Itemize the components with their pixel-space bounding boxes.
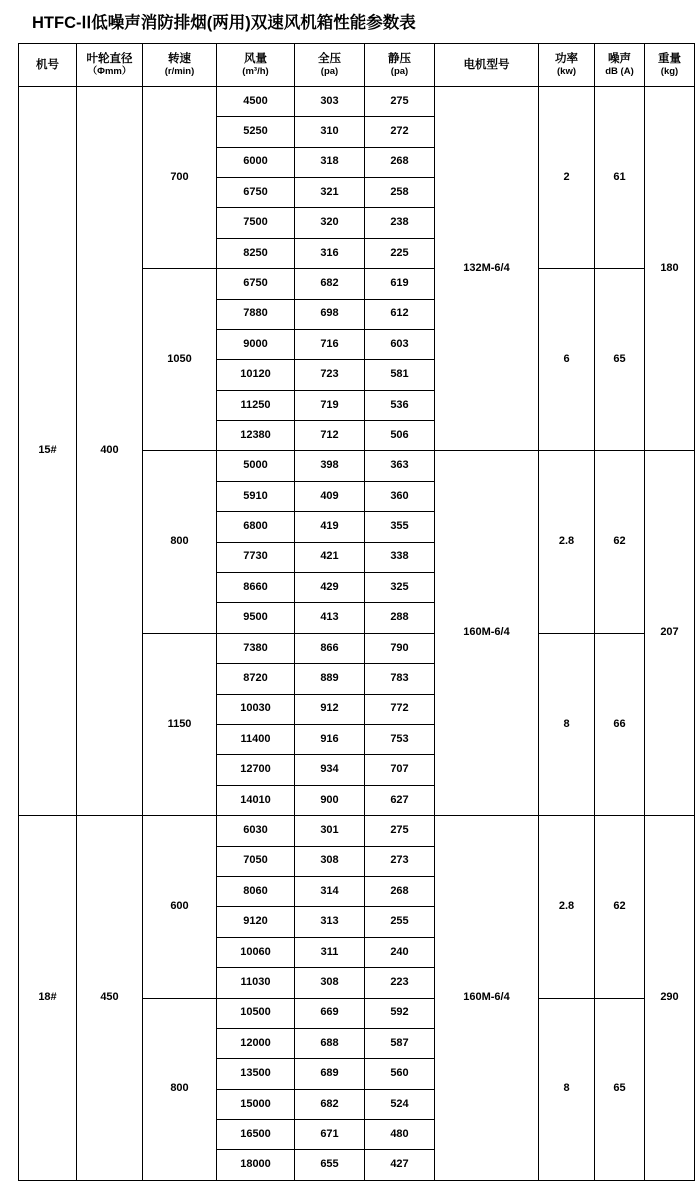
- column-header-weight-main: 重量: [658, 52, 681, 65]
- cell-total-pressure: 419: [295, 512, 365, 542]
- cell-airflow: 12380: [217, 421, 295, 451]
- cell-static-pressure: 238: [365, 208, 435, 238]
- cell-total-pressure: 303: [295, 86, 365, 116]
- cell-airflow: 12000: [217, 1028, 295, 1058]
- column-header-airflow: [217, 43, 295, 86]
- column-header-airflow-sub: (m³/h): [242, 66, 269, 78]
- cell-static-pressure: 288: [365, 603, 435, 633]
- cell-static-pressure: 273: [365, 846, 435, 876]
- cell-total-pressure: 689: [295, 1059, 365, 1089]
- cell-airflow: 6750: [217, 269, 295, 299]
- cell-noise: 62: [595, 816, 645, 998]
- cell-power: 8: [539, 998, 595, 1180]
- cell-weight: 207: [645, 451, 695, 816]
- cell-static-pressure: 619: [365, 269, 435, 299]
- cell-static-pressure: 592: [365, 998, 435, 1028]
- cell-model: 15#: [19, 86, 77, 815]
- cell-airflow: 10120: [217, 360, 295, 390]
- cell-airflow: 13500: [217, 1059, 295, 1089]
- cell-airflow: 15000: [217, 1089, 295, 1119]
- cell-airflow: 16500: [217, 1120, 295, 1150]
- cell-airflow: 11030: [217, 968, 295, 998]
- cell-total-pressure: 866: [295, 633, 365, 663]
- cell-airflow: 10500: [217, 998, 295, 1028]
- cell-weight: 180: [645, 86, 695, 451]
- cell-airflow: 8660: [217, 573, 295, 603]
- cell-airflow: 10030: [217, 694, 295, 724]
- cell-total-pressure: 311: [295, 937, 365, 967]
- cell-noise: 65: [595, 269, 645, 451]
- cell-static-pressure: 480: [365, 1120, 435, 1150]
- column-header-model-main: 机号: [36, 58, 59, 71]
- cell-airflow: 11250: [217, 390, 295, 420]
- cell-motor-model: 160M-6/4: [435, 816, 539, 1181]
- cell-impeller-diameter: 400: [77, 86, 143, 815]
- cell-total-pressure: 308: [295, 846, 365, 876]
- cell-speed: 1150: [143, 633, 217, 815]
- cell-airflow: 5000: [217, 451, 295, 481]
- cell-static-pressure: 272: [365, 117, 435, 147]
- cell-static-pressure: 587: [365, 1028, 435, 1058]
- column-header-total-pressure-sub: (pa): [320, 66, 339, 78]
- column-header-noise-sub: dB (A): [605, 66, 634, 78]
- column-header-model: [19, 43, 77, 86]
- cell-total-pressure: 688: [295, 1028, 365, 1058]
- cell-static-pressure: 603: [365, 329, 435, 359]
- cell-static-pressure: 255: [365, 907, 435, 937]
- cell-static-pressure: 707: [365, 755, 435, 785]
- cell-total-pressure: 320: [295, 208, 365, 238]
- cell-total-pressure: 310: [295, 117, 365, 147]
- table-header: [19, 43, 695, 86]
- cell-total-pressure: 421: [295, 542, 365, 572]
- column-header-static-pressure: [365, 43, 435, 86]
- cell-airflow: 7500: [217, 208, 295, 238]
- column-header-static-pressure-main: 静压: [388, 52, 411, 65]
- cell-airflow: 9120: [217, 907, 295, 937]
- column-header-speed: [143, 43, 217, 86]
- cell-airflow: 8060: [217, 876, 295, 906]
- column-header-total-pressure-main: 全压: [318, 52, 341, 65]
- cell-total-pressure: 671: [295, 1120, 365, 1150]
- cell-total-pressure: 716: [295, 329, 365, 359]
- cell-power: 8: [539, 633, 595, 815]
- cell-airflow: 6800: [217, 512, 295, 542]
- fan-performance-table: [18, 43, 695, 1181]
- cell-impeller-diameter: 450: [77, 816, 143, 1181]
- cell-airflow: 9500: [217, 603, 295, 633]
- cell-total-pressure: 712: [295, 421, 365, 451]
- cell-static-pressure: 536: [365, 390, 435, 420]
- cell-speed: 700: [143, 86, 217, 268]
- cell-static-pressure: 338: [365, 542, 435, 572]
- column-header-noise: [595, 43, 645, 86]
- column-header-power-main: 功率: [555, 52, 578, 65]
- cell-airflow: 5250: [217, 117, 295, 147]
- column-header-motor-model-main: 电机型号: [463, 58, 510, 71]
- cell-airflow: 12700: [217, 755, 295, 785]
- cell-model: 18#: [19, 816, 77, 1181]
- cell-total-pressure: 719: [295, 390, 365, 420]
- cell-airflow: 4500: [217, 86, 295, 116]
- cell-speed: 800: [143, 998, 217, 1180]
- cell-airflow: 11400: [217, 725, 295, 755]
- cell-total-pressure: 318: [295, 147, 365, 177]
- cell-noise: 65: [595, 998, 645, 1180]
- cell-airflow: 6030: [217, 816, 295, 846]
- cell-static-pressure: 783: [365, 664, 435, 694]
- cell-static-pressure: 268: [365, 147, 435, 177]
- cell-weight: 290: [645, 816, 695, 1181]
- cell-noise: 66: [595, 633, 645, 815]
- cell-total-pressure: 669: [295, 998, 365, 1028]
- cell-static-pressure: 524: [365, 1089, 435, 1119]
- column-header-speed-main: 转速: [168, 52, 191, 65]
- cell-static-pressure: 275: [365, 816, 435, 846]
- cell-total-pressure: 934: [295, 755, 365, 785]
- cell-airflow: 9000: [217, 329, 295, 359]
- column-header-speed-sub: (r/min): [164, 66, 195, 78]
- cell-static-pressure: 772: [365, 694, 435, 724]
- cell-static-pressure: 240: [365, 937, 435, 967]
- cell-static-pressure: 560: [365, 1059, 435, 1089]
- cell-airflow: 7880: [217, 299, 295, 329]
- cell-airflow: 8720: [217, 664, 295, 694]
- column-header-weight-sub: (kg): [660, 66, 679, 78]
- cell-total-pressure: 889: [295, 664, 365, 694]
- cell-speed: 1050: [143, 269, 217, 451]
- cell-total-pressure: 429: [295, 573, 365, 603]
- cell-static-pressure: 355: [365, 512, 435, 542]
- cell-static-pressure: 325: [365, 573, 435, 603]
- column-header-noise-main: 噪声: [608, 52, 631, 65]
- cell-power: 6: [539, 269, 595, 451]
- column-header-weight: [645, 43, 695, 86]
- cell-total-pressure: 314: [295, 876, 365, 906]
- cell-power: 2: [539, 86, 595, 268]
- cell-speed: 800: [143, 451, 217, 633]
- page-title: HTFC-ⅠⅠ低噪声消防排烟(两用)双速风机箱性能参数表: [32, 14, 416, 32]
- cell-airflow: 8250: [217, 238, 295, 268]
- cell-airflow: 10060: [217, 937, 295, 967]
- cell-static-pressure: 427: [365, 1150, 435, 1180]
- cell-static-pressure: 258: [365, 177, 435, 207]
- cell-static-pressure: 612: [365, 299, 435, 329]
- cell-noise: 62: [595, 451, 645, 633]
- cell-airflow: 7730: [217, 542, 295, 572]
- cell-total-pressure: 698: [295, 299, 365, 329]
- column-header-power: [539, 43, 595, 86]
- header-row: [19, 43, 695, 86]
- cell-total-pressure: 313: [295, 907, 365, 937]
- cell-airflow: 18000: [217, 1150, 295, 1180]
- cell-total-pressure: 308: [295, 968, 365, 998]
- cell-static-pressure: 225: [365, 238, 435, 268]
- cell-airflow: 6000: [217, 147, 295, 177]
- cell-speed: 600: [143, 816, 217, 998]
- cell-noise: 61: [595, 86, 645, 268]
- cell-total-pressure: 321: [295, 177, 365, 207]
- cell-static-pressure: 753: [365, 725, 435, 755]
- cell-total-pressure: 900: [295, 785, 365, 815]
- cell-airflow: 5910: [217, 481, 295, 511]
- cell-airflow: 14010: [217, 785, 295, 815]
- column-header-impeller-diameter-sub: （Φmm）: [87, 66, 132, 78]
- column-header-impeller-diameter: [77, 43, 143, 86]
- cell-airflow: 7380: [217, 633, 295, 663]
- cell-motor-model: 132M-6/4: [435, 86, 539, 451]
- cell-power: 2.8: [539, 816, 595, 998]
- table-row: [19, 86, 695, 116]
- table-body: [19, 86, 695, 1180]
- cell-total-pressure: 655: [295, 1150, 365, 1180]
- cell-total-pressure: 409: [295, 481, 365, 511]
- cell-static-pressure: 363: [365, 451, 435, 481]
- column-header-total-pressure: [295, 43, 365, 86]
- cell-total-pressure: 398: [295, 451, 365, 481]
- cell-total-pressure: 723: [295, 360, 365, 390]
- cell-static-pressure: 627: [365, 785, 435, 815]
- cell-airflow: 7050: [217, 846, 295, 876]
- cell-static-pressure: 223: [365, 968, 435, 998]
- cell-static-pressure: 360: [365, 481, 435, 511]
- cell-static-pressure: 790: [365, 633, 435, 663]
- cell-static-pressure: 268: [365, 876, 435, 906]
- column-header-airflow-main: 风量: [244, 52, 267, 65]
- cell-total-pressure: 682: [295, 1089, 365, 1119]
- cell-static-pressure: 275: [365, 86, 435, 116]
- column-header-power-sub: (kw): [557, 66, 576, 78]
- cell-total-pressure: 916: [295, 725, 365, 755]
- cell-total-pressure: 682: [295, 269, 365, 299]
- table-row: [19, 816, 695, 846]
- cell-airflow: 6750: [217, 177, 295, 207]
- cell-total-pressure: 413: [295, 603, 365, 633]
- cell-total-pressure: 316: [295, 238, 365, 268]
- column-header-impeller-diameter-main: 叶轮直径: [86, 52, 133, 65]
- cell-static-pressure: 581: [365, 360, 435, 390]
- cell-power: 2.8: [539, 451, 595, 633]
- column-header-motor-model: [435, 43, 539, 86]
- cell-static-pressure: 506: [365, 421, 435, 451]
- cell-total-pressure: 301: [295, 816, 365, 846]
- column-header-static-pressure-sub: (pa): [390, 66, 409, 78]
- cell-total-pressure: 912: [295, 694, 365, 724]
- cell-motor-model: 160M-6/4: [435, 451, 539, 816]
